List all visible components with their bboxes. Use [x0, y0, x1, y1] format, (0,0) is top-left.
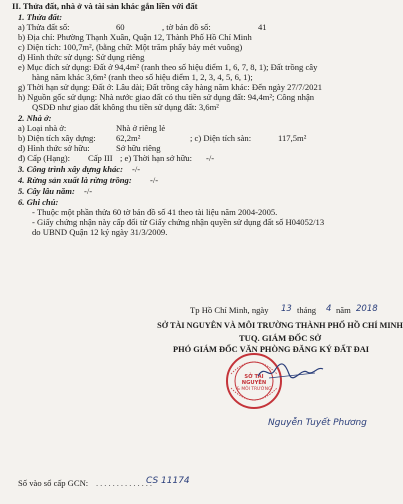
place-date-label: Tp Hồ Chí Minh, ngày — [190, 305, 269, 315]
planted-forest-value: -/- — [150, 175, 159, 185]
date-year: 2018 — [356, 304, 378, 314]
svg-text:NGUYÊN: NGUYÊN — [241, 380, 267, 386]
signature-scribble-icon — [255, 360, 325, 384]
svg-text:& MÔI TRƯỜNG: & MÔI TRƯỜNG — [236, 387, 272, 392]
perennial-trees-heading: 5. Cây lâu năm: — [18, 186, 75, 196]
registry-number-label: Số vào sổ cấp GCN: — [18, 478, 89, 488]
svg-text:SỞ TÀI: SỞ TÀI — [244, 374, 264, 380]
date-month: 4 — [326, 304, 332, 314]
issuing-organization: SỞ TÀI NGUYÊN VÀ MÔI TRƯỜNG THÀNH PHỐ HỒ CHÍ MINH — [157, 321, 403, 330]
usage-origin-line1: h) Nguồn gốc sử dụng: Nhà nước giao đất có thu tiền sử dụng đất: 94,4m²; Công nhận — [18, 92, 315, 102]
signer-name: Nguyễn Tuyết Phương — [268, 418, 367, 428]
map-sheet-label: , tờ bản đồ số: — [162, 22, 211, 32]
usage-term: g) Thời hạn sử dụng: Đất ở: Lâu dài; Đất trồng cây hàng năm khác: Đến ngày 27/7/2021 — [18, 82, 323, 92]
note-line-1: - Thuộc một phần thửa 60 tờ bản đồ số 41 theo tài liệu năm 2004-2005. — [32, 207, 278, 217]
parcel-number-label: a) Thửa đất số: — [18, 22, 70, 32]
usage-form: d) Hình thức sử dụng: Sử dụng riêng — [18, 52, 145, 62]
notes-heading: 6. Ghi chú: — [18, 197, 59, 207]
ownership-term-label: ; e) Thời hạn sở hữu: — [120, 153, 193, 163]
build-area-value: 62,2m² — [116, 133, 141, 143]
land-heading: 1. Thửa đất: — [18, 12, 63, 22]
date-day: 13 — [281, 304, 292, 314]
usage-purpose-line1: e) Mục đích sử dụng: Đất ở 94,4m² (ranh theo số hiệu điểm 1, 6, 7, 8, 1); Đất trồng cây — [18, 62, 318, 72]
registry-number-value: CS 11174 — [146, 476, 190, 486]
usage-purpose-line2: hàng năm khác 3,6m² (ranh theo số hiệu điểm 1, 2, 3, 4, 5, 6, 1); — [32, 72, 253, 82]
planted-forest-heading: 4. Rừng sản xuất là rừng trồng: — [18, 175, 132, 185]
registry-dots: .............. — [96, 478, 155, 488]
land-address: b) Địa chỉ: Phường Thạnh Xuân, Quận 12, Thành Phố Hồ Chí Minh — [18, 32, 252, 42]
build-area-label: b) Diện tích xây dựng: — [18, 133, 96, 143]
house-grade-label: đ) Cấp (Hạng): — [18, 153, 71, 163]
floor-area-label: ; c) Diện tích sàn: — [190, 133, 252, 143]
house-type-value: Nhà ở riêng lẻ — [116, 123, 166, 133]
note-line-2: - Giấy chứng nhận này cấp đổi từ Giấy chứng nhận quyền sử dụng đất số H04052/13 — [32, 217, 325, 227]
note-line-3: do UBND Quận 12 ký ngày 31/3/2009. — [32, 227, 168, 237]
land-area: c) Diện tích: 100,7m², (bằng chữ: Một trăm phẩy bảy mét vuông) — [18, 42, 243, 52]
house-grade-value: Cấp III — [88, 153, 113, 163]
other-construction-value: -/- — [132, 164, 141, 174]
signer-role: PHÓ GIÁM ĐỐC VĂN PHÒNG ĐĂNG KÝ ĐẤT ĐAI — [172, 345, 370, 354]
date-year-label: năm — [336, 305, 351, 315]
house-heading: 2. Nhà ở: — [18, 113, 52, 123]
ownership-form-label: d) Hình thức sở hữu: — [18, 143, 90, 153]
usage-origin-line2: QSDĐ như giao đất không thu tiền sử dụng đất: 3,6m² — [32, 102, 219, 112]
parcel-number-value: 60 — [116, 22, 125, 32]
perennial-trees-value: -/- — [84, 186, 93, 196]
ownership-form-value: Sở hữu riêng — [116, 143, 161, 153]
section-title: II. Thửa đất, nhà ở và tài sản khác gắn liền với đất — [12, 1, 198, 11]
house-type-label: a) Loại nhà ở: — [18, 123, 67, 133]
authorized-signer-title: TUQ. GIÁM ĐỐC SỞ — [238, 333, 322, 343]
ownership-term-value: -/- — [206, 153, 215, 163]
other-construction-heading: 3. Công trình xây dựng khác: — [18, 164, 123, 174]
date-month-label: tháng — [297, 305, 317, 315]
map-sheet-value: 41 — [258, 22, 267, 32]
floor-area-value: 117,5m² — [278, 133, 307, 143]
